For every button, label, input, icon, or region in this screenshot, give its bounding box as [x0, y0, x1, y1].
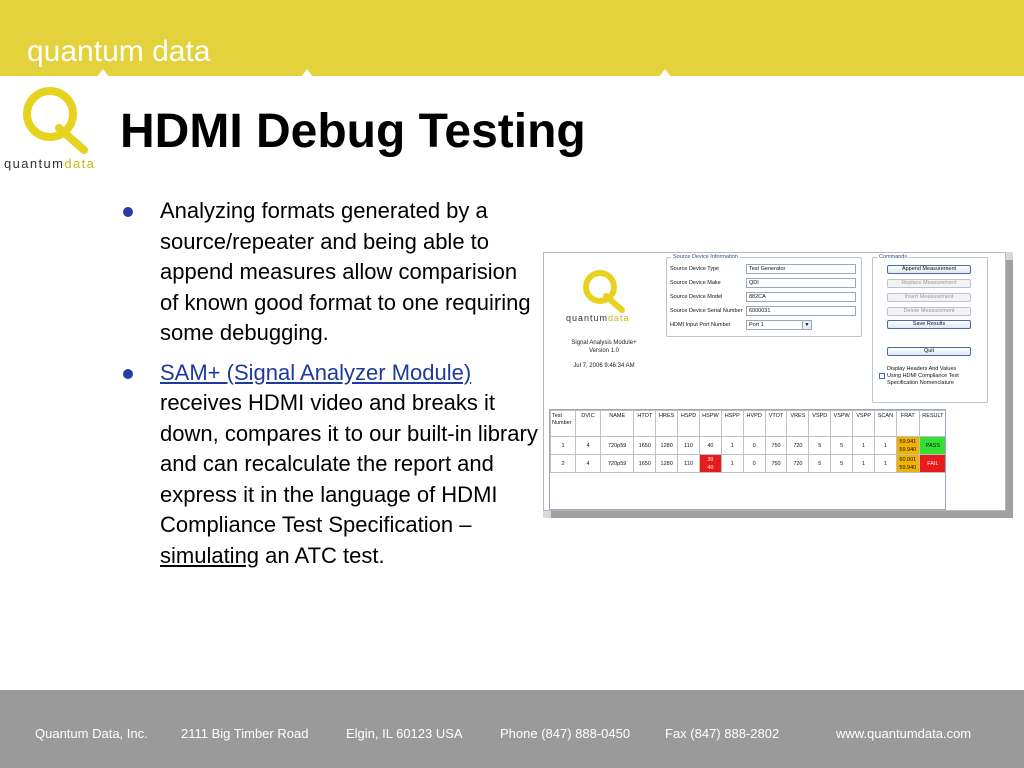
frat-measured: 60.001: [899, 456, 917, 463]
banner-notch: [659, 69, 671, 77]
field-label: Source Device Model: [670, 294, 723, 300]
frat-expected: 59.940: [899, 464, 917, 471]
sam-window: [543, 252, 1006, 511]
cell: 110: [678, 455, 700, 473]
banner-notch: [301, 69, 313, 77]
cell: 4: [576, 455, 601, 473]
table-row[interactable]: [551, 455, 947, 473]
result-fail-badge: FAIL: [919, 455, 946, 473]
cell: 5: [809, 437, 831, 455]
col-header: HVPD: [743, 411, 765, 437]
cell: 4: [576, 437, 601, 455]
cell: 40: [699, 437, 721, 455]
table-header-row: [551, 411, 947, 437]
insert-measurement-button[interactable]: Insert Measurement: [887, 293, 971, 302]
module-date: Jul 7, 2006 9:46:34 AM: [573, 363, 635, 369]
hspw-expected: 40: [707, 464, 714, 471]
top-banner: [0, 0, 1024, 76]
sam-link[interactable]: SAM+ (Signal Analyzer Module): [160, 359, 472, 385]
col-header: DVIC: [576, 411, 601, 437]
delete-measurement-button[interactable]: Delete Measurement: [887, 307, 971, 316]
cell: 1: [721, 455, 743, 473]
hspw-fail-cell: [699, 455, 721, 473]
group-title: Source Device Information: [673, 254, 738, 260]
frat-cell: [896, 455, 919, 473]
device-make-field[interactable]: QDI: [746, 278, 856, 288]
shadow: [1006, 260, 1013, 518]
cell: 750: [765, 437, 787, 455]
group-title: Commands: [879, 254, 908, 260]
cell: 720p59: [601, 437, 634, 455]
banner-brand: quantum data: [27, 35, 211, 68]
result-pass-badge: PASS: [919, 437, 946, 455]
col-header: RESULT: [919, 411, 946, 437]
cell: 1: [874, 437, 896, 455]
frat-cell: [896, 437, 919, 455]
frat-expected: 59.940: [899, 446, 917, 453]
commands-group: [872, 254, 988, 403]
col-header: VSPD: [809, 411, 831, 437]
input-port-select[interactable]: [746, 320, 812, 330]
cell: 5: [831, 455, 853, 473]
footer-web-link[interactable]: www.quantumdata.com: [836, 726, 972, 741]
compliance-label: Using HDMI Compliance Test Specification Nomenclature: [887, 373, 959, 386]
cell: 1: [551, 437, 576, 455]
display-headers-label: Display Headers And Values: [887, 366, 957, 372]
cell: 720: [787, 437, 809, 455]
hspw-measured: 39: [707, 456, 714, 463]
field-label: Source Device Type: [670, 266, 720, 272]
cell: 5: [831, 437, 853, 455]
cell: 1: [721, 437, 743, 455]
bullet-text: Analyzing formats generated by a source/repeater and being able to append measures allow comparision of known good format to one requiring some debugging.: [160, 198, 531, 345]
results-table: [549, 409, 946, 510]
device-serial-field[interactable]: 6000031: [746, 306, 856, 316]
simulating-text: simulating: [160, 542, 260, 568]
mini-logo-wordmark: quantumdata: [566, 313, 630, 323]
slide-title: HDMI Debug Testing: [120, 105, 586, 158]
bullet-list: [120, 196, 540, 580]
cell: 1280: [656, 455, 678, 473]
col-header: NAME: [601, 411, 634, 437]
bullet-text: receives HDMI video and breaks it down, compares it to our built-in library and can recalculate the report and express it in the language of HDMI Compliance Test Specification –: [160, 390, 538, 537]
footer-address: 2111 Big Timber Road: [181, 726, 309, 741]
quit-button[interactable]: Quit: [887, 347, 971, 356]
col-header: VSPP: [853, 411, 875, 437]
col-header: SCAN: [874, 411, 896, 437]
banner-notch: [97, 69, 109, 77]
module-version: Version 1.0: [588, 348, 620, 354]
col-header: VTOT: [765, 411, 787, 437]
logo-wordmark: quantumdata: [4, 156, 96, 171]
cell: 1650: [634, 455, 656, 473]
cell: 720p59: [601, 455, 634, 473]
device-model-field[interactable]: 882CA: [746, 292, 856, 302]
field-label: Source Device Make: [670, 280, 721, 286]
footer: [0, 690, 1024, 768]
cell: 0: [743, 455, 765, 473]
cell: 2: [551, 455, 576, 473]
bullet-text-tail: an ATC test.: [259, 542, 385, 568]
device-type-field[interactable]: Test Generator: [746, 264, 856, 274]
cell: 110: [678, 437, 700, 455]
footer-fax: Fax (847) 888-2802: [665, 726, 780, 741]
footer-phone: Phone (847) 888-0450: [500, 726, 631, 741]
footer-company: Quantum Data, Inc.: [35, 726, 148, 741]
cell: 720: [787, 455, 809, 473]
replace-measurement-button[interactable]: Replace Measurement: [887, 279, 971, 288]
field-label: Source Device Serial Number: [670, 308, 743, 314]
col-header: HSPW: [699, 411, 721, 437]
save-results-button[interactable]: Save Results: [887, 320, 971, 329]
cell: 5: [809, 455, 831, 473]
cell: 1: [853, 455, 875, 473]
table-row[interactable]: [551, 437, 947, 455]
col-header: FRAT: [896, 411, 919, 437]
compliance-checkbox[interactable]: [879, 373, 885, 379]
shadow: [551, 511, 1013, 518]
col-header: Test Number: [551, 411, 576, 437]
bullet-dot-icon: [123, 207, 133, 217]
bullet-dot-icon: [123, 369, 133, 379]
field-label: HDMI Input Port Number: [670, 322, 731, 328]
bullet-item: [120, 196, 540, 349]
footer-city: Elgin, IL 60123 USA: [346, 726, 463, 741]
cell: 0: [743, 437, 765, 455]
cell: 1: [853, 437, 875, 455]
chevron-down-icon[interactable]: ▼: [802, 321, 811, 329]
input-port-value: Port 1: [749, 322, 764, 328]
append-measurement-button[interactable]: Append Measurement: [887, 265, 971, 274]
cell: 1650: [634, 437, 656, 455]
col-header: HRES: [656, 411, 678, 437]
sam-screenshot: [543, 252, 1013, 518]
cell: 1: [874, 455, 896, 473]
col-header: HSPD: [678, 411, 700, 437]
frat-measured: 59.941: [899, 438, 917, 445]
cell: 1280: [656, 437, 678, 455]
col-header: HTOT: [634, 411, 656, 437]
source-info-group: [666, 254, 862, 337]
bullet-item: [120, 358, 540, 572]
col-header: HSPP: [721, 411, 743, 437]
module-name: Signal Analysis Module+: [571, 340, 637, 346]
cell: 750: [765, 455, 787, 473]
col-header: VSPW: [831, 411, 853, 437]
col-header: VRES: [787, 411, 809, 437]
